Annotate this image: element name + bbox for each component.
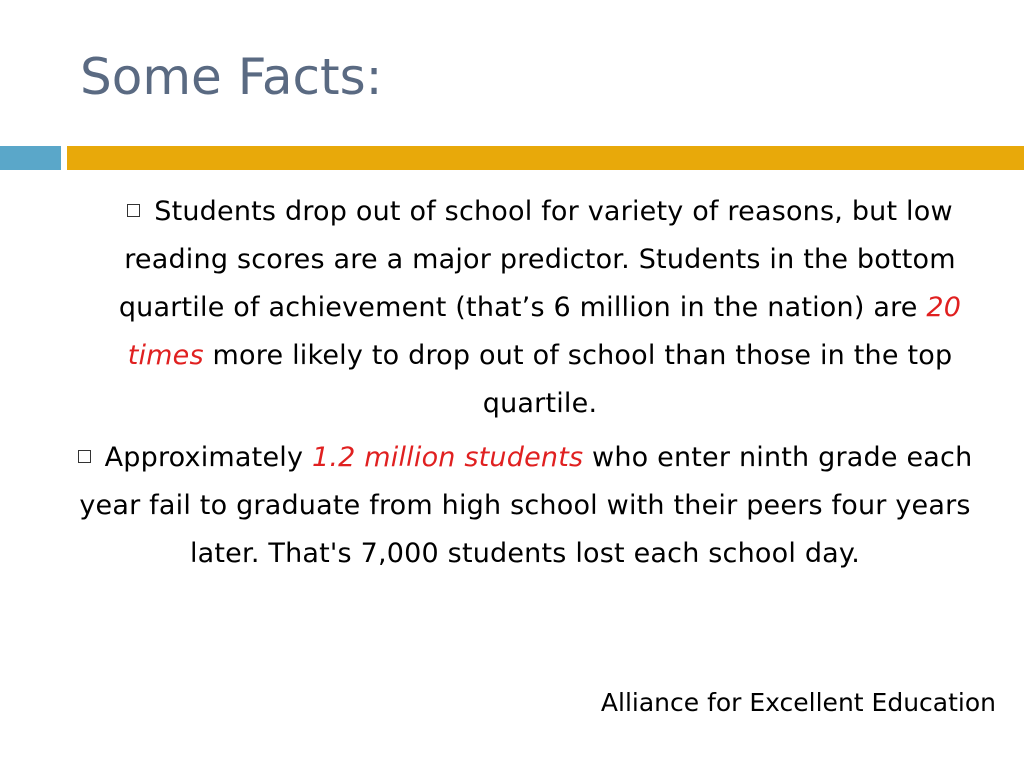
bullet-item bbox=[50, 434, 1000, 578]
title-rule-accent-right bbox=[67, 146, 1024, 170]
title-rule-accent-left bbox=[0, 146, 61, 170]
square-outline-icon bbox=[78, 450, 91, 463]
source-attribution: Alliance for Excellent Education bbox=[600, 688, 996, 717]
bullet-emphasis: 20 times bbox=[127, 292, 962, 371]
square-outline-icon bbox=[127, 204, 140, 217]
bullet-emphasis: 1.2 million students bbox=[311, 442, 584, 473]
bullet-text-before: Students drop out of school for variety of reasons, but low reading scores are a major predictor. Students in the bottom quartile of achievement (that’s 6 million in the nation) are bbox=[118, 196, 956, 323]
bullet-item bbox=[50, 188, 1000, 428]
bullet-text-after: more likely to drop out of school than those in the top quartile. bbox=[203, 340, 953, 419]
slide-content bbox=[50, 188, 1000, 584]
slide-title: Some Facts: bbox=[80, 48, 383, 106]
bullet-text-after: who enter ninth grade each year fail to graduate from high school with their peers four years later. That's 7,000 students lost each school day. bbox=[79, 442, 973, 569]
bullet-text-before: Approximately bbox=[104, 442, 312, 473]
